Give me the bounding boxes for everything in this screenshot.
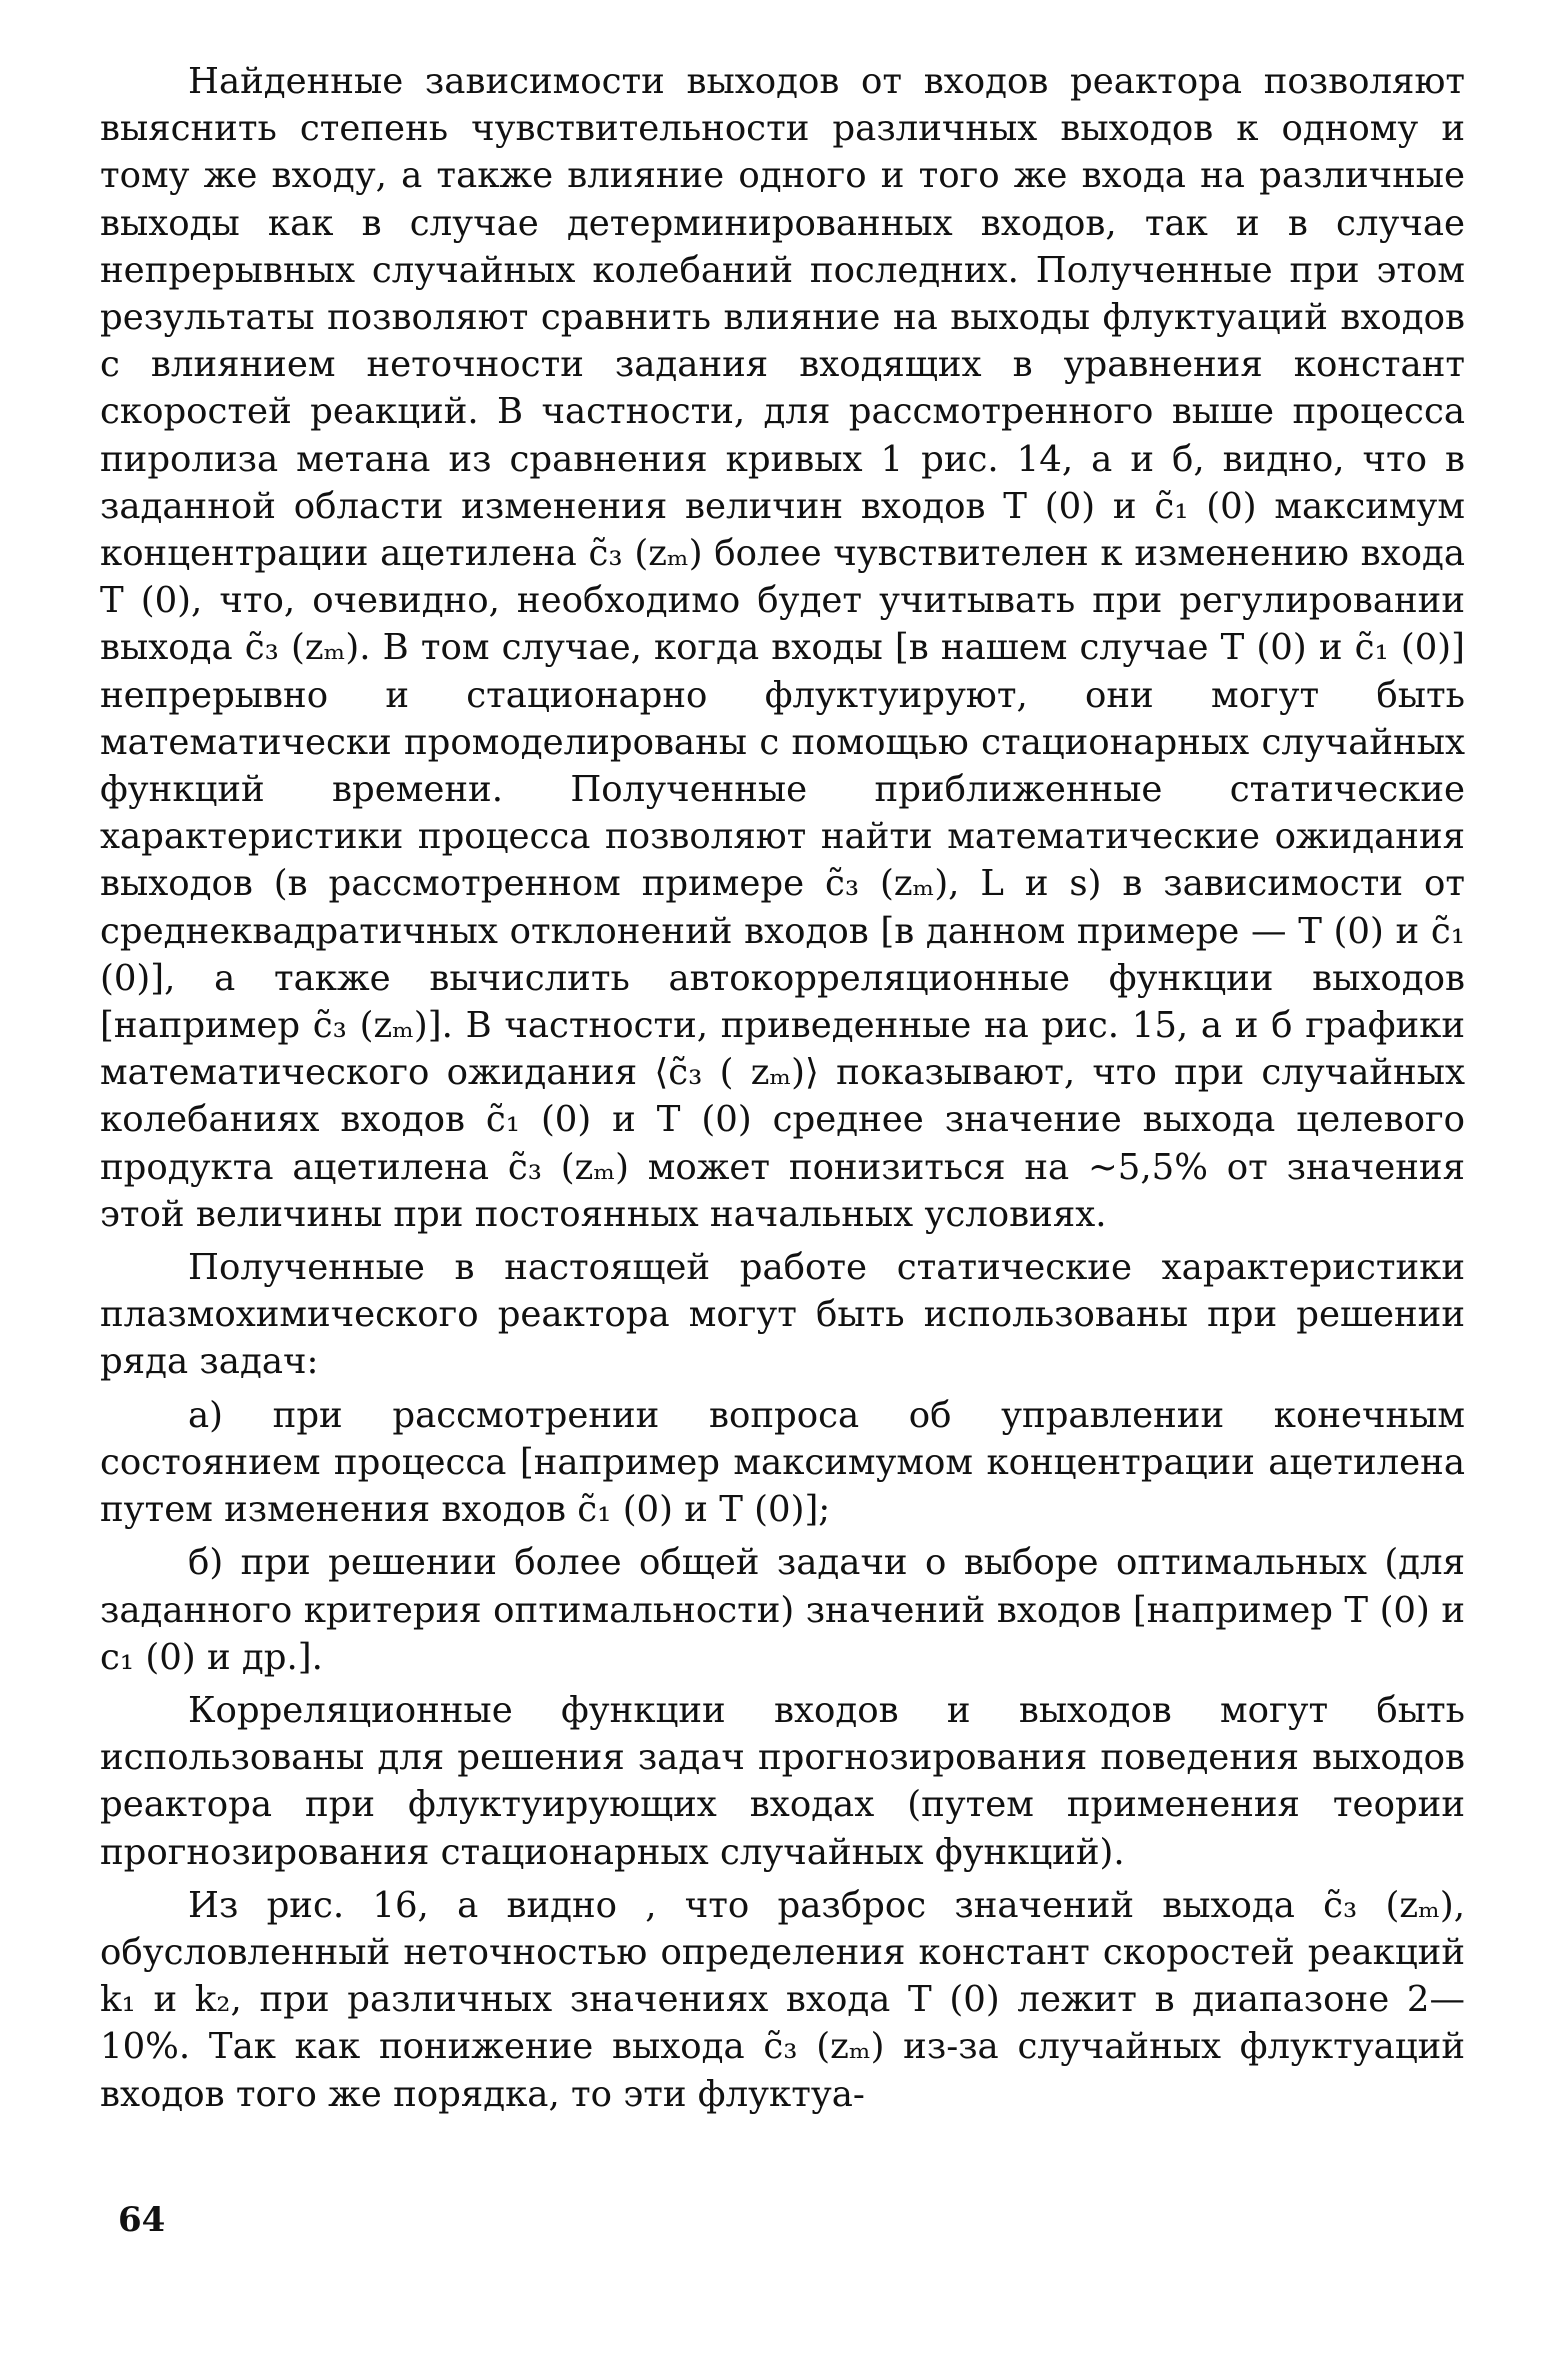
paragraph-static-characteristics: Полученные в настоящей работе статические характеристики плазмохимического реактора могут быть использованы при решении ряда задач: (100, 1247, 1465, 1383)
paragraph-correlation-functions: Корреляционные функции входов и выходов могут быть использованы для решения задач прогнозирования поведения выходов реактора при флуктуирующих входах (путем применения теории прогнозирования стационарных случайных функций). (100, 1689, 1465, 1873)
list-item-a: а) при рассмотрении вопроса об управлении конечным состоянием процесса [например максимумом концентрации ацетилена путем изменения входов c̃₁ (0) и T (0)]; (100, 1394, 1465, 1531)
list-item-b: б) при решении более общей задачи о выборе оптимальных (для заданного критерия оптимальности) значений входов [например T (0) и c₁ (0) и др.]. (100, 1542, 1465, 1678)
paragraph-dependencies: Найденные зависимости выходов от входов реактора позволяют выяснить степень чувствительности различных выходов к одному и тому же входу, а также влияние одного и того же входа на различные выходы как в случае детерминированных входов, так и в случае непрерывных случайных колебаний последних. Полученные при этом результаты позволяют сравнить влияние на выходы флуктуаций входов с влиянием неточности задания входящих в уравнения констант скоростей реакций. В частности, для рассмотренного выше процесса пиролиза метана из сравнения кривых 1 рис. 14, а и б, видно, что в заданной области изменения величин входов T (0) и c̃₁ (0) максимум концентрации ацетилена c̃₃ (zₘ) более чувствителен к изменению входа T (0), что, очевидно, необходимо будет учитывать при регулировании выхода c̃₃ (zₘ). В том случае, когда входы [в нашем случае T (0) и c̃₁ (0)] непрерывно и стационарно флуктуируют, они могут быть математически промоделированы с помощью стационарных случайных функций времени. Полученные приближенные статические характеристики процесса позволяют найти математические ожидания выходов (в рассмотренном примере c̃₃ (zₘ), L и s) в зависимости от среднеквадратичных отклонений входов [в данном примере — T (0) и c̃₁ (0)], а также вычислить автокорреляционные функции выходов [например c̃₃ (zₘ)]. В частности, приведенные на рис. 15, а и б графики математического ожидания ⟨c̃₃ ( zₘ)⟩ показывают, что при случайных колебаниях входов c̃₁ (0) и T (0) среднее значение выхода целевого продукта ацетилена c̃₃ (zₘ) может понизиться на ~5,5% от значения этой величины при постоянных начальных условиях. (100, 61, 1465, 1235)
paragraph-figure-16: Из рис. 16, а видно , что разброс значений выхода c̃₃ (zₘ), обусловленный неточностью определения констант скоростей реакций k₁ и k₂, при различных значениях входа T (0) лежит в диапазоне 2—10%. Так как понижение выхода c̃₃ (zₘ) из-за случайных флуктуаций входов того же порядка, то эти флуктуа- (100, 1884, 1465, 2115)
page-body (100, 58, 1465, 2118)
page-number: 64 (118, 2200, 166, 2240)
